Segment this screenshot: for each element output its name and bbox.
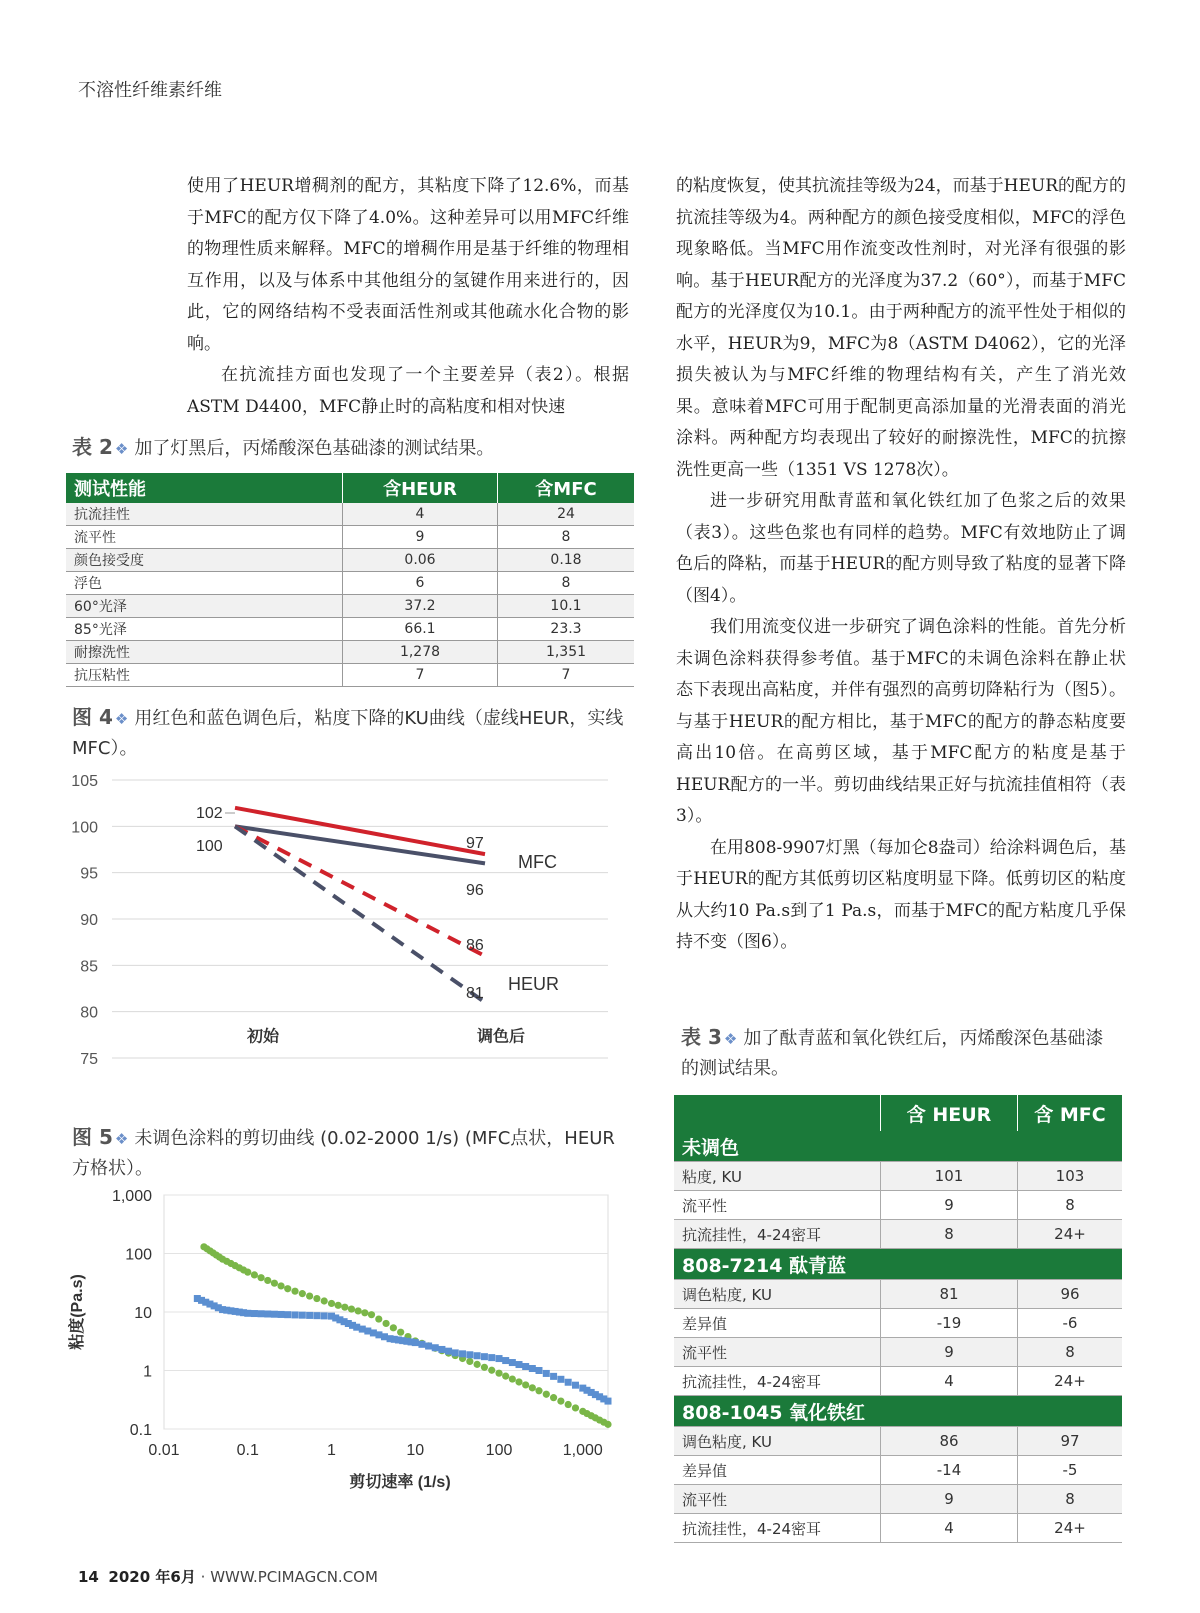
paragraph: 我们用流变仪进一步研究了调色涂料的性能。首先分析未调色涂料获得参考值。基于MFC的未调色涂料在静止状态下表现出高粘度，并伴有强烈的高剪切降粘行为（图5）。与基于HEUR的配方相比，基于MFC的配方的静态粘度要高出10倍。在高剪区域，基于MFC配方的粘度是基于HEUR配方的一半。剪切曲线结果正好与抗流挂值相符（表3）。 xyxy=(676,617,1126,826)
mfc-data-point xyxy=(529,1384,536,1391)
running-title: 不溶性纤维素纤维 xyxy=(78,80,222,101)
mfc-data-point xyxy=(481,1364,488,1371)
issue-date: 2020 年6月 xyxy=(108,1568,196,1586)
mfc-data-point xyxy=(257,1274,264,1281)
table-cell: -6 xyxy=(1018,1309,1123,1338)
table-row xyxy=(66,641,634,664)
mfc-data-point xyxy=(515,1378,522,1385)
heur-data-point xyxy=(550,1373,557,1380)
table-cell: 9 xyxy=(881,1191,1018,1220)
heur-data-point xyxy=(258,1310,265,1317)
table-cell: 抗压粘性 xyxy=(66,664,343,687)
mfc-data-point xyxy=(390,1324,397,1331)
x-axis-label: 剪切速率 (1/s) xyxy=(349,1474,451,1491)
table-cell: 流平性 xyxy=(674,1485,881,1514)
table2-caption xyxy=(72,432,632,464)
table-cell: 流平性 xyxy=(674,1338,881,1367)
table-cell: 4 xyxy=(881,1367,1018,1396)
footer-site: WWW.PCIMAGCN.COM xyxy=(210,1568,378,1586)
x-tick-label: 100 xyxy=(485,1442,513,1459)
mfc-data-point xyxy=(368,1311,375,1318)
table-cell: 流平性 xyxy=(66,526,343,549)
table-header: 含HEUR xyxy=(343,473,498,503)
mfc-data-point xyxy=(348,1305,355,1312)
table-cell: 24+ xyxy=(1018,1514,1123,1543)
y-tick-label: 100 xyxy=(71,819,98,837)
heur-data-point xyxy=(412,1339,419,1346)
heur-data-point xyxy=(474,1352,481,1359)
y-tick-label: 85 xyxy=(80,958,98,976)
fig4-caption xyxy=(72,702,632,764)
mfc-data-point xyxy=(397,1329,404,1336)
table-cell: 8 xyxy=(881,1220,1018,1249)
table-row xyxy=(674,1220,1122,1249)
table2 xyxy=(66,473,634,687)
table-cell: 8 xyxy=(1018,1191,1123,1220)
x-tick-label: 调色后 xyxy=(476,1028,526,1046)
y-tick-label: 0.1 xyxy=(129,1422,152,1439)
table-cell: 1,278 xyxy=(343,641,498,664)
section-title: 未调色 xyxy=(674,1131,1122,1162)
table-row xyxy=(66,503,634,526)
table-cell: -19 xyxy=(881,1309,1018,1338)
table3-label: 表 3 xyxy=(681,1025,722,1049)
table-cell: -5 xyxy=(1018,1456,1123,1485)
table-cell: 66.1 xyxy=(343,618,498,641)
table-cell: 7 xyxy=(343,664,498,687)
mfc-data-point xyxy=(466,1358,473,1365)
heur-data-point xyxy=(522,1363,529,1370)
table-row xyxy=(66,526,634,549)
heur-data-point xyxy=(543,1370,550,1377)
mfc-data-point xyxy=(557,1397,564,1404)
fig5-label: 图 5 xyxy=(72,1125,113,1149)
table-cell: -14 xyxy=(881,1456,1018,1485)
mfc-data-point xyxy=(299,1290,306,1297)
table-cell: 97 xyxy=(1018,1427,1123,1456)
mfc-data-point xyxy=(474,1361,481,1368)
table-cell: 0.06 xyxy=(343,549,498,572)
heur-data-point xyxy=(292,1311,299,1318)
table-cell: 8 xyxy=(498,526,635,549)
data-label: 86 xyxy=(466,937,484,954)
x-tick-label: 1,000 xyxy=(562,1442,603,1459)
table3-caption-text: 加了酞青蓝和氧化铁红后，丙烯酸深色基础漆的测试结果。 xyxy=(681,1028,1104,1079)
mfc-data-point xyxy=(341,1304,348,1311)
mfc-data-point xyxy=(535,1387,542,1394)
table-cell: 调色粘度, KU xyxy=(674,1280,881,1309)
mfc-data-point xyxy=(495,1370,502,1377)
data-label: 102 xyxy=(196,805,223,822)
table-cell: 101 xyxy=(881,1162,1018,1191)
heur-data-point xyxy=(271,1311,278,1318)
heur-data-point xyxy=(502,1357,509,1364)
body-left-column xyxy=(187,171,629,423)
table-header: 含 MFC xyxy=(1018,1095,1123,1131)
mfc-data-point xyxy=(565,1401,572,1408)
table-cell: 24 xyxy=(498,503,635,526)
paragraph: 在用808-9907灯黑（每加仑8盎司）给涂料调色后，基于HEUR的配方其低剪切区粘度明显下降。低剪切区的粘度从大约10 Pa.s到了1 Pa.s，而基于MFC的配方粘度几乎保持不变（图6）。 xyxy=(676,837,1126,952)
mfc-data-point xyxy=(509,1375,516,1382)
table-cell: 60°光泽 xyxy=(66,595,343,618)
mfc-data-point xyxy=(321,1297,328,1304)
diamond-icon: ❖ xyxy=(114,710,129,728)
table-cell: 86 xyxy=(881,1427,1018,1456)
table-cell: 调色粘度, KU xyxy=(674,1427,881,1456)
mfc-data-point xyxy=(328,1300,335,1307)
table-cell: 8 xyxy=(498,572,635,595)
mfc-data-point xyxy=(291,1288,298,1295)
mfc-data-point xyxy=(382,1320,389,1327)
heur-data-point xyxy=(516,1361,523,1368)
table-row xyxy=(66,595,634,618)
table-cell: 24+ xyxy=(1018,1367,1123,1396)
table-cell: 0.18 xyxy=(498,549,635,572)
page-number: 14 xyxy=(78,1568,99,1586)
table-cell: 4 xyxy=(343,503,498,526)
heur-data-point xyxy=(488,1354,495,1361)
table-header: 含MFC xyxy=(498,473,635,503)
x-tick-label: 0.01 xyxy=(148,1442,180,1459)
table-row xyxy=(674,1280,1122,1309)
fig4-chart xyxy=(60,773,640,1110)
y-tick-label: 95 xyxy=(80,865,98,883)
diamond-icon: ❖ xyxy=(114,1130,129,1148)
mfc-data-point xyxy=(244,1269,251,1276)
heur-series-label: HEUR xyxy=(508,974,560,994)
mfc-data-point xyxy=(284,1285,291,1292)
heur-data-point xyxy=(452,1349,459,1356)
x-tick-label: 1 xyxy=(327,1442,336,1459)
x-tick-label: 0.1 xyxy=(236,1442,259,1459)
y-tick-label: 1 xyxy=(143,1363,152,1381)
diamond-icon: ❖ xyxy=(723,1030,738,1048)
table-row xyxy=(66,549,634,572)
table-cell: 8 xyxy=(1018,1338,1123,1367)
table-cell: 7 xyxy=(498,664,635,687)
fig5-caption-text: 未调色涂料的剪切曲线 (0.02-2000 1/s) (MFC点状，HEUR方格状）。 xyxy=(72,1128,615,1179)
mfc-data-point xyxy=(335,1302,342,1309)
table-row xyxy=(66,664,634,687)
fig5-caption xyxy=(72,1122,632,1184)
table-row xyxy=(674,1191,1122,1220)
heur-data-point xyxy=(251,1310,258,1317)
body-right-column xyxy=(676,171,1126,959)
mfc-data-point xyxy=(604,1421,611,1428)
table-cell: 8 xyxy=(1018,1485,1123,1514)
mfc-data-point xyxy=(251,1271,258,1278)
mfc-data-point xyxy=(264,1277,271,1284)
paragraph: 进一步研究用酞青蓝和氧化铁红加了色浆之后的效果（表3）。这些色浆也有同样的趋势。MFC有效地防止了调色后的降粘，而基于HEUR的配方则导致了粘度的显著下降（图4）。 xyxy=(676,491,1126,606)
table-header: 含 HEUR xyxy=(881,1095,1018,1131)
table-section-header xyxy=(674,1396,1122,1427)
table-row xyxy=(674,1367,1122,1396)
table-cell: 抗流挂性，4-24密耳 xyxy=(674,1220,881,1249)
mfc-data-point xyxy=(271,1280,278,1287)
table-row xyxy=(674,1427,1122,1456)
x-tick-label: 10 xyxy=(406,1442,425,1459)
footer xyxy=(78,1566,378,1587)
table-cell: 103 xyxy=(1018,1162,1123,1191)
heur-data-point xyxy=(459,1350,466,1357)
table-row xyxy=(674,1309,1122,1338)
y-tick-label: 10 xyxy=(134,1305,152,1322)
x-tick-label: 初始 xyxy=(246,1028,280,1046)
table-row xyxy=(66,572,634,595)
heur-data-point xyxy=(432,1344,439,1351)
mfc-data-point xyxy=(361,1309,368,1316)
y-tick-label: 1,000 xyxy=(111,1188,152,1205)
heur-data-point xyxy=(557,1376,564,1383)
heur-data-point xyxy=(529,1365,536,1372)
mfc-data-point xyxy=(488,1367,495,1374)
heur-data-point xyxy=(278,1311,285,1318)
heur-data-point xyxy=(496,1355,503,1362)
table-cell: 96 xyxy=(1018,1280,1123,1309)
mfc-data-point xyxy=(313,1295,320,1302)
heur-data-point xyxy=(509,1359,516,1366)
heur-data-point xyxy=(445,1348,452,1355)
heur-data-point xyxy=(425,1343,432,1350)
series-line xyxy=(235,826,485,1002)
mfc-data-point xyxy=(572,1404,579,1411)
table-header: 测试性能 xyxy=(66,473,343,503)
section-title: 808-7214 酞青蓝 xyxy=(674,1249,1122,1280)
y-tick-label: 105 xyxy=(71,773,98,790)
paragraph: 在抗流挂方面也发现了一个主要差异（表2）。根据ASTM D4400，MFC静止时的高粘度和相对快速 xyxy=(187,365,629,417)
footer-separator: · xyxy=(200,1568,206,1586)
mfc-data-point xyxy=(543,1391,550,1398)
fig5-chart xyxy=(60,1188,650,1560)
mfc-data-point xyxy=(375,1315,382,1322)
table3 xyxy=(674,1095,1122,1543)
data-label: 100 xyxy=(196,838,223,855)
heur-data-point xyxy=(321,1312,328,1319)
y-tick-label: 75 xyxy=(80,1051,98,1068)
table-cell: 85°光泽 xyxy=(66,618,343,641)
table-header xyxy=(674,1095,881,1131)
table-cell: 流平性 xyxy=(674,1191,881,1220)
fig4-caption-text: 用红色和蓝色调色后，粘度下降的KU曲线（虚线HEUR，实线MFC）。 xyxy=(72,708,624,759)
table-cell: 23.3 xyxy=(498,618,635,641)
heur-data-point xyxy=(284,1311,291,1318)
data-label: 96 xyxy=(466,882,484,899)
table-cell: 颜色接受度 xyxy=(66,549,343,572)
table-cell: 81 xyxy=(881,1280,1018,1309)
heur-data-point xyxy=(306,1312,313,1319)
table-row xyxy=(674,1162,1122,1191)
data-label: 81 xyxy=(466,985,484,1002)
table-row xyxy=(674,1338,1122,1367)
diamond-icon: ❖ xyxy=(114,440,129,458)
table-row xyxy=(674,1485,1122,1514)
heur-data-point xyxy=(264,1310,271,1317)
table-section-header xyxy=(674,1249,1122,1280)
table-cell: 24+ xyxy=(1018,1220,1123,1249)
table-cell: 4 xyxy=(881,1514,1018,1543)
mfc-data-point xyxy=(522,1381,529,1388)
section-title: 808-1045 氧化铁红 xyxy=(674,1396,1122,1427)
mfc-data-point xyxy=(306,1292,313,1299)
heur-data-point xyxy=(299,1312,306,1319)
table-row xyxy=(66,618,634,641)
table-cell: 粘度, KU xyxy=(674,1162,881,1191)
heur-data-point xyxy=(418,1341,425,1348)
table-cell: 耐擦洗性 xyxy=(66,641,343,664)
table-cell: 差异值 xyxy=(674,1309,881,1338)
table-cell: 9 xyxy=(881,1485,1018,1514)
table-cell: 差异值 xyxy=(674,1456,881,1485)
heur-data-point xyxy=(572,1382,579,1389)
table-cell: 抗流挂性 xyxy=(66,503,343,526)
table-cell: 浮色 xyxy=(66,572,343,595)
table3-caption xyxy=(681,1022,1121,1084)
heur-data-point xyxy=(535,1367,542,1374)
mfc-data-point xyxy=(277,1282,284,1289)
heur-data-point xyxy=(244,1310,251,1317)
mfc-series-label: MFC xyxy=(518,852,557,872)
y-axis-label: 粘度(Pa.s) xyxy=(69,1274,86,1350)
table-row xyxy=(674,1456,1122,1485)
table-cell: 9 xyxy=(881,1338,1018,1367)
y-tick-label: 100 xyxy=(125,1246,152,1264)
fig4-label: 图 4 xyxy=(72,705,113,729)
mfc-data-point xyxy=(355,1307,362,1314)
table-cell: 6 xyxy=(343,572,498,595)
table-cell: 1,351 xyxy=(498,641,635,664)
heur-data-point xyxy=(438,1346,445,1353)
table2-label: 表 2 xyxy=(72,435,113,459)
table-row xyxy=(674,1514,1122,1543)
heur-data-point xyxy=(565,1379,572,1386)
heur-data-point xyxy=(313,1312,320,1319)
table-section-header xyxy=(674,1131,1122,1162)
table-cell: 10.1 xyxy=(498,595,635,618)
mfc-data-point xyxy=(502,1373,509,1380)
data-label: 97 xyxy=(466,835,484,852)
heur-data-point xyxy=(481,1353,488,1360)
y-tick-label: 80 xyxy=(80,1004,98,1022)
heur-data-point xyxy=(466,1351,473,1358)
paragraph: 的粘度恢复，使其抗流挂等级为24，而基于HEUR的配方的抗流挂等级为4。两种配方的颜色接受度相似，MFC的浮色现象略低。当MFC用作流变改性剂时，对光泽有很强的影响。基于HEUR配方的光泽度为37.2（60°），而基于MFC配方的光泽度仅为10.1。由于两种配方的流平性处于相似的水平，HEUR为9，MFC为8（ASTM D4062），它的光泽损失被认为与MFC纤维的物理结构有关，产生了消光效果。意味着MFC可用于配制更高添加量的光滑表面的消光涂料。两种配方均表现出了较好的耐擦洗性，MFC的抗擦洗性更高一些（1351 VS 1278次）。 xyxy=(676,176,1126,480)
y-tick-label: 90 xyxy=(80,912,98,929)
mfc-data-point xyxy=(550,1394,557,1401)
table-cell: 9 xyxy=(343,526,498,549)
table-cell: 抗流挂性，4-24密耳 xyxy=(674,1367,881,1396)
table-cell: 抗流挂性，4-24密耳 xyxy=(674,1514,881,1543)
paragraph: 使用了HEUR增稠剂的配方，其粘度下降了12.6%，而基于MFC的配方仅下降了4.0%。这种差异可以用MFC纤维的物理性质来解释。MFC的增稠作用是基于纤维的物理相互作用，以及与体系中其他组分的氢键作用来进行的，因此，它的网络结构不受表面活性剂或其他疏水化合物的影响。 xyxy=(187,176,629,354)
table-cell: 37.2 xyxy=(343,595,498,618)
heur-data-point xyxy=(605,1398,612,1405)
table2-caption-text: 加了灯黑后，丙烯酸深色基础漆的测试结果。 xyxy=(134,438,495,459)
